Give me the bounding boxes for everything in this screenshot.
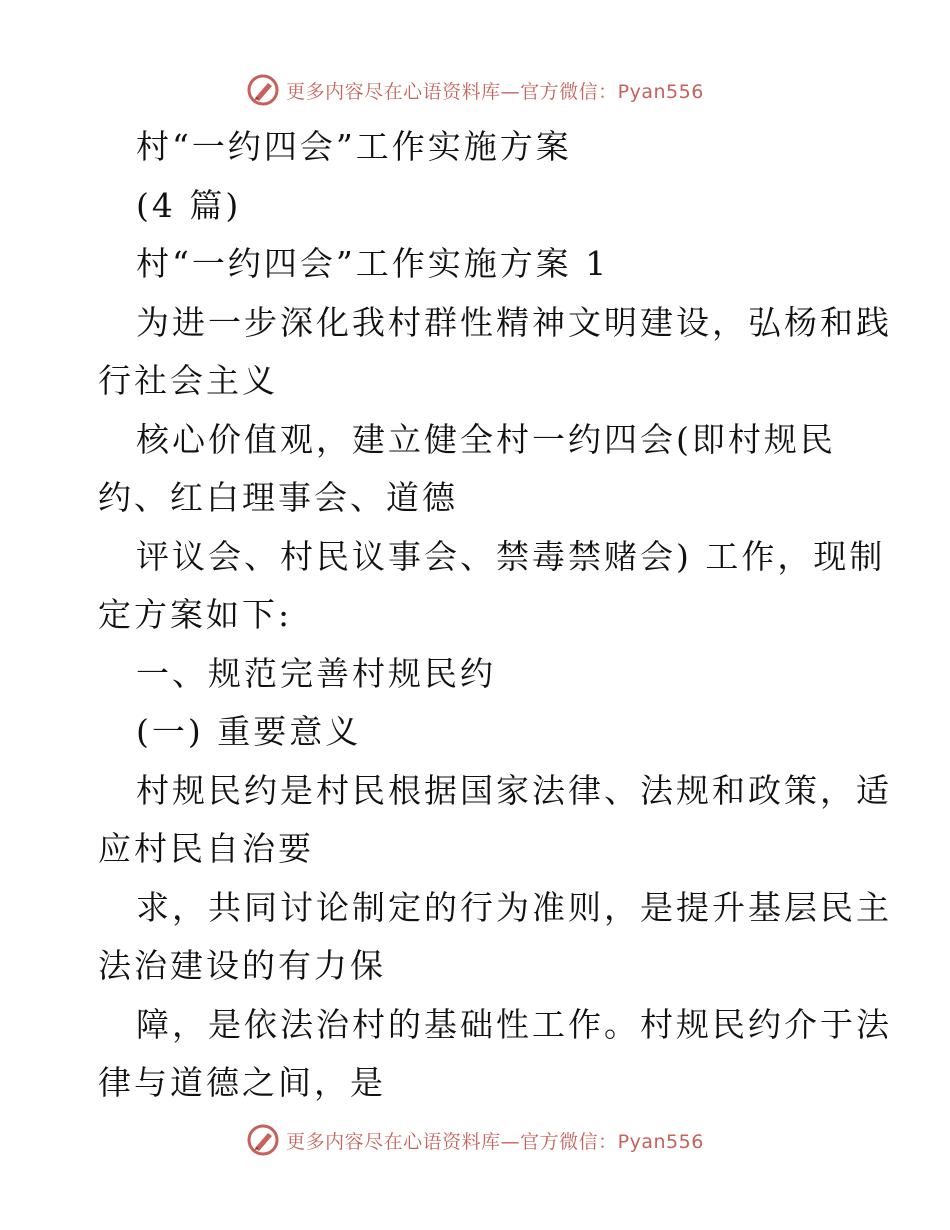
document-line: 村“一约四会”工作实施方案 [136,127,572,166]
document-line: 村“一约四会”工作实施方案 1 [136,244,610,283]
watermark-header [0,68,950,112]
pen-circle-logo-icon [246,73,280,107]
document-line: 律与道德之间，是 [98,1063,386,1102]
watermark-text: 更多内容尽在心语资料库—官方微信：Pyan556 [286,1130,704,1153]
document-line: 行社会主义 [98,361,278,400]
document-line: 核心价值观，建立健全村一约四会(即村规民 [136,419,836,459]
watermark-text: 更多内容尽在心语资料库—官方微信：Pyan556 [286,80,704,103]
document-line: 村规民约是村民根据国家法律、法规和政策，适 [136,770,892,810]
document-line: 为进一步深化我村群性精神文明建设，弘杨和践 [136,302,892,342]
document-line: (4 篇) [136,185,242,225]
watermark-footer [0,1118,950,1162]
pen-circle-logo-icon [246,1123,280,1157]
document-line: 应村民自治要 [98,829,314,868]
document-body [98,118,892,1113]
document-line: 求，共同讨论制定的行为准则，是提升基层民主 [136,887,892,927]
document-line: 约、红白理事会、道德 [98,478,458,517]
document-line: 定方案如下: [98,595,293,634]
document-line: 法治建设的有力保 [98,946,386,985]
document-line: (一) 重要意义 [136,712,362,751]
document-line: 障，是依法治村的基础性工作。村规民约介于法 [136,1004,892,1044]
document-line: 评议会、村民议事会、禁毒禁赌会) 工作，现制 [136,536,886,576]
document-line: 一、规范完善村规民约 [136,653,496,693]
